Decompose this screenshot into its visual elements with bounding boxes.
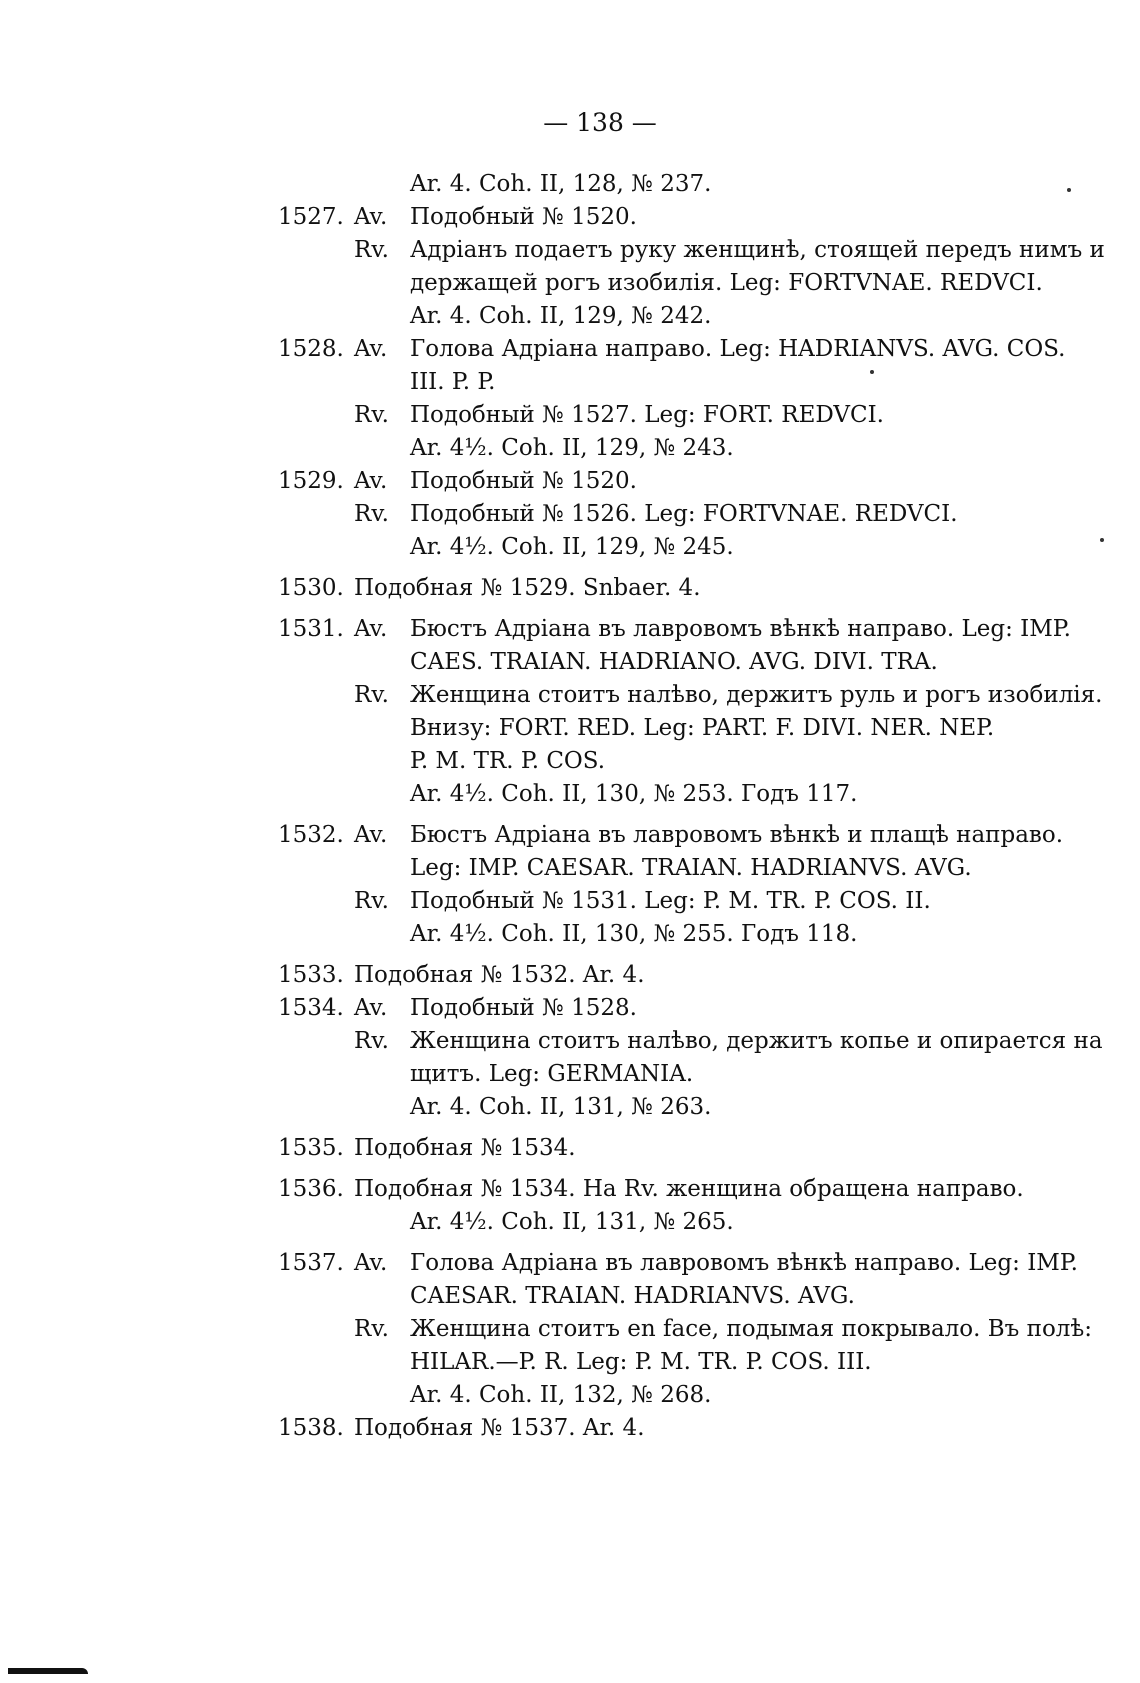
coin-side-label: Av. [354, 995, 388, 1021]
text-line [278, 918, 1098, 951]
text-line [278, 1313, 1098, 1346]
line-text: держащей рогъ изобилія. Leg: FORTVNAE. REDVCI. [410, 270, 1043, 296]
coin-side-label: Rv. [354, 888, 389, 914]
line-text: Подобный № 1528. [410, 995, 637, 1021]
coin-side-label: Rv. [354, 237, 389, 263]
entry-gap [278, 1239, 1098, 1247]
text-line [278, 333, 1098, 366]
entry-gap [278, 564, 1098, 572]
line-text: Женщина стоитъ en face, подымая покрывало. Въ полѣ: [410, 1316, 1093, 1342]
text-line [278, 465, 1098, 498]
line-text: Подобная № 1534. [354, 1135, 576, 1161]
text-line [278, 531, 1098, 564]
line-text: Подобная № 1534. На Rv. женщина обращена направо. [354, 1176, 1024, 1202]
line-text: III. P. P. [410, 369, 496, 395]
entry-number: 1538. [278, 1415, 344, 1441]
coin-side-label: Rv. [354, 1316, 389, 1342]
coin-side-label: Av. [354, 468, 388, 494]
text-line [278, 168, 1098, 201]
line-text: Ar. 4. Coh. II, 132, № 268. [410, 1382, 712, 1408]
text-line [278, 852, 1098, 885]
entry-gap [278, 811, 1098, 819]
scan-speck [1067, 188, 1071, 192]
text-line [278, 745, 1098, 778]
line-text: Адріанъ подаетъ руку женщинѣ, стоящей передъ нимъ и [410, 237, 1105, 263]
coin-side-label: Rv. [354, 682, 389, 708]
line-text: Бюстъ Адріана въ лавровомъ вѣнкѣ и плащѣ направо. [410, 822, 1064, 848]
line-text: Ar. 4½. Coh. II, 130, № 255. Годъ 118. [410, 921, 858, 947]
text-line [278, 992, 1098, 1025]
coin-side-label: Av. [354, 204, 388, 230]
text-line [278, 572, 1098, 605]
text-line [278, 679, 1103, 712]
coin-side-label: Av. [354, 336, 388, 362]
line-text: Ar. 4½. Coh. II, 129, № 243. [410, 435, 734, 461]
entry-number: 1530. [278, 575, 344, 601]
entry-number: 1535. [278, 1135, 344, 1161]
text-line [278, 1173, 1098, 1206]
line-text: Подобная № 1537. Ar. 4. [354, 1415, 645, 1441]
entry-number: 1527. [278, 204, 344, 230]
text-line [278, 1025, 1103, 1058]
text-line [278, 201, 1098, 234]
line-text: Подобная № 1532. Ar. 4. [354, 962, 645, 988]
line-text: Подобный № 1520. [410, 468, 637, 494]
text-line [278, 1412, 1098, 1445]
entry-gap [278, 951, 1098, 959]
line-text: Подобный № 1526. Leg: FORTVNAE. REDVCI. [410, 501, 958, 527]
line-text: Подобный № 1531. Leg: P. M. TR. P. COS. II. [410, 888, 931, 914]
text-line [278, 613, 1098, 646]
entry-gap [278, 1124, 1098, 1132]
line-text: Ar. 4. Coh. II, 128, № 237. [410, 171, 712, 197]
line-text: Leg: IMP. CAESAR. TRAIAN. HADRIANVS. AVG. [410, 855, 972, 881]
line-text: P. M. TR. P. COS. [410, 748, 606, 774]
coin-side-label: Av. [354, 1250, 388, 1276]
page-number: — 138 — [543, 108, 657, 137]
line-text: Женщина стоитъ налѣво, держитъ руль и рогъ изобилія. [410, 682, 1103, 708]
text-line [278, 959, 1098, 992]
text-line [278, 432, 1098, 465]
entry-gap [278, 605, 1098, 613]
line-text: CAESAR. TRAIAN. HADRIANVS. AVG. [410, 1283, 855, 1309]
line-text: Голова Адріана направо. Leg: HADRIANVS. AVG. COS. [410, 336, 1066, 362]
line-text: Ar. 4. Coh. II, 129, № 242. [410, 303, 712, 329]
entry-number: 1531. [278, 616, 344, 642]
coin-side-label: Rv. [354, 402, 389, 428]
text-line [278, 885, 1098, 918]
text-line [278, 1058, 1098, 1091]
text-line [278, 267, 1098, 300]
line-text: Внизу: FORT. RED. Leg: PART. F. DIVI. NER. NEP. [410, 715, 995, 741]
coin-side-label: Av. [354, 616, 388, 642]
line-text: Подобная № 1529. Snbaer. 4. [354, 575, 701, 601]
text-line [278, 1206, 1098, 1239]
entry-number: 1532. [278, 822, 344, 848]
entry-number: 1528. [278, 336, 344, 362]
text-line [278, 819, 1098, 852]
text-line [278, 1132, 1098, 1165]
line-text: Голова Адріана въ лавровомъ вѣнкѣ направо. Leg: IMP. [410, 1250, 1078, 1276]
text-line [278, 712, 1098, 745]
entry-number: 1529. [278, 468, 344, 494]
text-line [278, 1280, 1098, 1313]
text-line [278, 1247, 1098, 1280]
entry-number: 1533. [278, 962, 344, 988]
line-text: Ar. 4½. Coh. II, 131, № 265. [410, 1209, 734, 1235]
text-line [278, 1346, 1098, 1379]
entry-number: 1537. [278, 1250, 344, 1276]
coin-side-label: Av. [354, 822, 388, 848]
line-text: Ar. 4. Coh. II, 131, № 263. [410, 1094, 712, 1120]
scan-speck [1100, 538, 1104, 542]
text-line [278, 300, 1098, 333]
coin-side-label: Rv. [354, 1028, 389, 1054]
text-line [278, 646, 1098, 679]
text-line [278, 1091, 1098, 1124]
text-line [278, 399, 1098, 432]
line-text: Ar. 4½. Coh. II, 129, № 245. [410, 534, 734, 560]
text-line [278, 234, 1105, 267]
line-text: HILAR.—P. R. Leg: P. M. TR. P. COS. III. [410, 1349, 872, 1375]
line-text: CAES. TRAIAN. HADRIANO. AVG. DIVI. TRA. [410, 649, 938, 675]
entry-number: 1536. [278, 1176, 344, 1202]
entry-gap [278, 1165, 1098, 1173]
text-line [278, 1379, 1098, 1412]
text-line [278, 498, 1098, 531]
line-text: Подобный № 1520. [410, 204, 637, 230]
text-line [278, 366, 1098, 399]
catalog-entries [278, 168, 1105, 1445]
line-text: Женщина стоитъ налѣво, держитъ копье и опирается на [410, 1028, 1103, 1054]
coin-side-label: Rv. [354, 501, 389, 527]
line-text: Ar. 4½. Coh. II, 130, № 253. Годъ 117. [410, 781, 858, 807]
text-line [278, 778, 1098, 811]
line-text: Бюстъ Адріана въ лавровомъ вѣнкѣ направо. Leg: IMP. [410, 616, 1071, 642]
entry-number: 1534. [278, 995, 344, 1021]
scan-speck [870, 370, 874, 374]
line-text: щитъ. Leg: GERMANIA. [410, 1061, 694, 1087]
scan-edge-mark [8, 1668, 88, 1674]
line-text: Подобный № 1527. Leg: FORT. REDVCI. [410, 402, 884, 428]
